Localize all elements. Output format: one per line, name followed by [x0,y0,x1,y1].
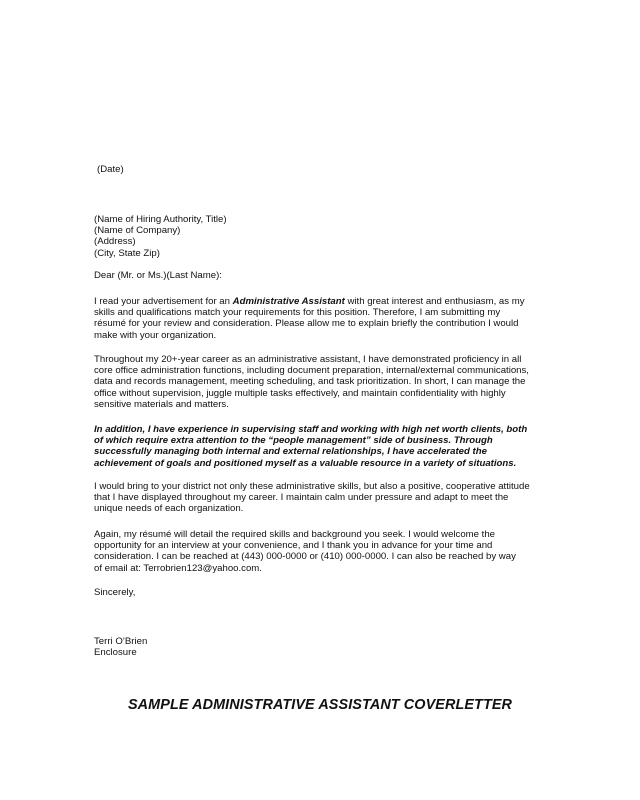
paragraph-line: Again, my résumé will detail the required skills and background you seek. I would welcome the [94,529,496,540]
salutation: Dear (Mr. or Ms.)(Last Name): [94,270,222,281]
paragraph-attitude [94,481,554,515]
document-footer-title: SAMPLE ADMINISTRATIVE ASSISTANT COVERLETTER [127,697,513,713]
recipient-name-title: (Name of Hiring Authority, Title) [94,214,227,225]
paragraph-line: core office administration functions, including document preparation, internal/external communications, [94,365,529,377]
letter-date: (Date) [97,164,124,175]
paragraph-experience [94,354,554,410]
closing: Sincerely, [94,587,136,598]
paragraph-highlight [94,424,554,469]
text-run: I read your advertisement for an [94,296,233,307]
paragraph-line: that I have displayed throughout my career. I maintain calm under pressure and adapt to meet the [94,492,509,504]
paragraph-line: of which require extra attention to the “people management” side of business. Through [94,435,493,447]
recipient-company: (Name of Company) [94,225,181,237]
paragraph-line: sensitive materials and matters. [94,398,229,410]
signature-name: Terri O’Brien [94,636,148,647]
paragraph-line: make with your organization. [94,329,217,341]
recipient-street: (Address) [94,236,136,248]
paragraph-line: In addition, I have experience in supervising staff and working with high net worth clients, both [94,424,528,435]
recipient-address [94,214,554,259]
paragraph-line: data and records management, meeting scheduling, and task prioritization. In short, I can manage the [94,376,526,388]
paragraph-line: I would bring to your district not only these administrative skills, but also a positive, cooperative attitude [94,481,530,492]
paragraph-line: résumé for your review and consideration. Please allow me to explain briefly the contribution I would [94,318,519,330]
paragraph-line: successfully managing both internal and external relationships, I have accelerated the [94,446,487,458]
paragraph-line: unique needs of each organization. [94,503,244,515]
paragraph-line: office without supervision, juggle multiple tasks effectively, and maintain confidentiality with highly [94,387,506,399]
signature-block [94,636,554,658]
paragraph-contact [94,529,554,574]
enclosure-note: Enclosure [94,647,137,659]
paragraph-line: of email at: Terrobrien123@yahoo.com. [94,562,262,574]
paragraph-line [94,296,554,307]
paragraph-intro [94,296,554,341]
paragraph-line: consideration. I can be reached at (443) 000-0000 or (410) 000-0000. I can also be reached by way [94,551,516,563]
paragraph-line: Throughout my 20+-year career as an administrative assistant, I have demonstrated proficiency in all [94,354,522,365]
paragraph-line: opportunity for an interview at your convenience, and I thank you in advance for your time and [94,540,493,552]
text-run: with great interest and enthusiasm, as my [344,296,525,307]
paragraph-line: skills and qualifications match your requirements for this position. Therefore, I am submitting my [94,307,501,319]
job-title-emphasis: Administrative Assistant [232,296,345,307]
paragraph-line: achievement of goals and positioned myself as a valuable resource in a variety of situations. [94,457,517,469]
recipient-city-state-zip: (City, State Zip) [94,247,160,259]
